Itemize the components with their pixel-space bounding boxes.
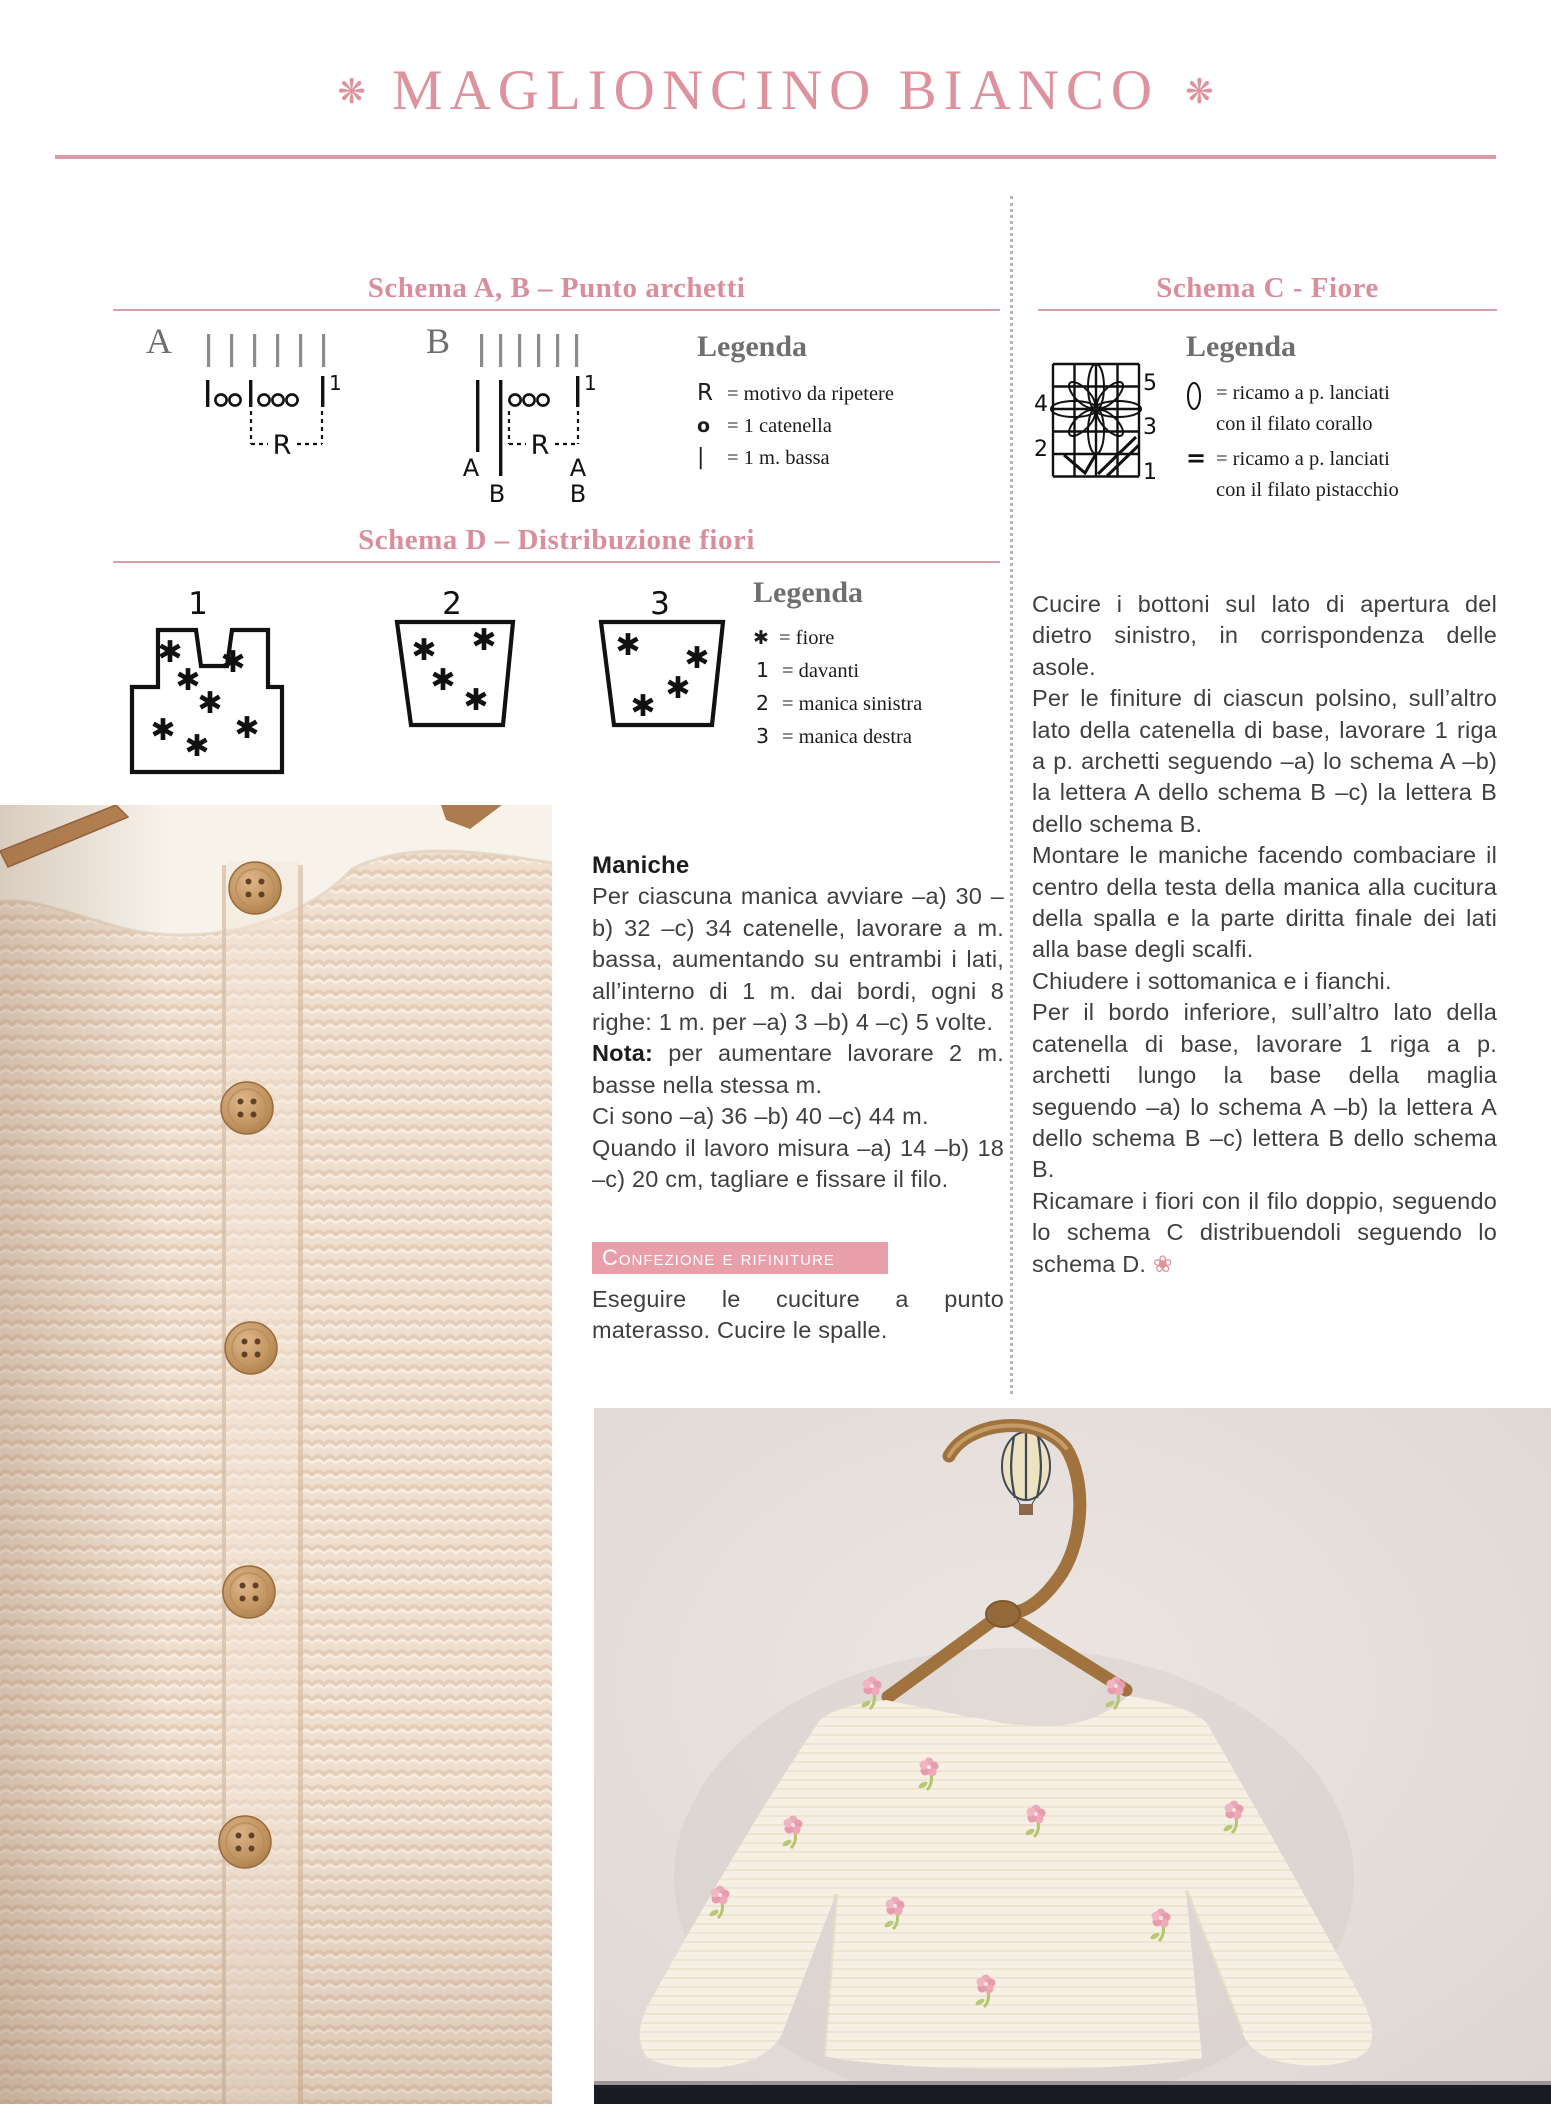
instruction-paragraph: Montare le maniche facendo combaciare il centro della testa della manica alla cucitura della spalla e la parte diritta finale dei lati alla base degli scalfi. (1032, 842, 1497, 963)
maniche-section (592, 850, 1004, 1195)
legend-item (753, 654, 1003, 687)
line-a-label: A (569, 454, 587, 482)
number-symbol: 2 (756, 691, 770, 715)
legend-text: = davanti (782, 660, 860, 682)
svg-text:✱: ✱ (665, 671, 691, 706)
schema-b-label: B (426, 321, 451, 361)
row-number: 1 (1143, 460, 1157, 485)
row-number: 1 (329, 371, 342, 395)
legend-item (1186, 378, 1496, 440)
nota-text: per aumentare lavorare 2 m. basse nella stessa m. (592, 1040, 1005, 1098)
single-crochet-symbol: | (697, 445, 705, 470)
shape-label-front: 1 (188, 586, 208, 622)
flower-ornament-icon: ❋ (337, 73, 366, 111)
svg-text:✱: ✱ (184, 729, 210, 764)
line-b-label: B (569, 480, 587, 508)
page-header (0, 58, 1551, 123)
legend-heading: Legenda (697, 330, 808, 363)
schema-d-legend (753, 576, 1003, 753)
line-b-label: B (488, 480, 506, 508)
legend-text: = 1 catenella (727, 415, 832, 437)
shape-label-right-sleeve: 3 (650, 586, 670, 622)
instruction-paragraph: Chiudere i sottomanica e i fianchi. (1032, 967, 1392, 994)
dark-ledge (594, 2085, 1551, 2104)
schema-d-diagram (125, 580, 765, 780)
svg-text:✱: ✱ (234, 711, 260, 746)
svg-text:✱: ✱ (175, 663, 201, 698)
svg-text:✱: ✱ (630, 689, 656, 724)
hanger-knot (986, 1601, 1020, 1627)
schema-a-label: A (146, 321, 172, 361)
sweater-hanging-photo (594, 1408, 1551, 2104)
instruction-paragraph (1032, 1186, 1497, 1280)
legend-item (753, 622, 1003, 654)
schema-ab-rule (113, 309, 1000, 311)
chain-symbol: o (697, 415, 711, 437)
legend-text: = 1 m. bassa (727, 447, 830, 469)
row-number: 5 (1143, 371, 1157, 396)
schema-c-diagram (1022, 358, 1162, 493)
legend-text: = manica destra (782, 726, 912, 748)
flower-symbol: ✱ (753, 627, 769, 649)
row-number: 2 (1034, 437, 1048, 462)
legend-text: = manica sinistra (782, 693, 923, 715)
column-divider (1010, 196, 1013, 1394)
repeat-symbol: R (697, 380, 713, 406)
schema-c-legend (1186, 330, 1496, 506)
schema-c-heading: Schema C - Fiore (1156, 272, 1379, 304)
maniche-paragraph: Ci sono –a) 36 –b) 40 –c) 44 m. (592, 1103, 929, 1130)
svg-text:✱: ✱ (197, 686, 223, 721)
maniche-paragraph: Quando il lavoro misura –a) 14 –b) 18 –c) 20 cm, tagliare e fissare il filo. (592, 1134, 1004, 1193)
maniche-nota (592, 1038, 1004, 1101)
legend-item (753, 720, 1003, 753)
schema-c-rule (1038, 309, 1497, 311)
double-bar-icon: = (1186, 444, 1207, 472)
instruction-text: Ricamare i fiori con il filo doppio, seguendo lo schema C distribuendoli seguendo lo schema D. (1032, 1187, 1497, 1277)
legend-item (697, 442, 997, 474)
shape-labels (188, 586, 670, 622)
schema-ab-heading: Schema A, B – Punto archetti (367, 272, 746, 304)
svg-text:✱: ✱ (411, 633, 437, 668)
header-rule (55, 155, 1496, 159)
cardigan-closeup-photo (0, 805, 552, 2104)
confezione-body: Eseguire le cuciture a punto materasso. Cucire le spalle. (592, 1286, 1004, 1344)
number-symbol: 3 (756, 724, 770, 748)
svg-text:✱: ✱ (615, 628, 641, 663)
shape-label-left-sleeve: 2 (442, 586, 462, 622)
number-symbol: 1 (756, 658, 770, 682)
svg-text:✱: ✱ (430, 663, 456, 698)
end-flower-icon: ❀ (1152, 1250, 1173, 1277)
row-number: 3 (1143, 415, 1157, 440)
svg-text:✱: ✱ (471, 623, 497, 658)
maniche-heading: Maniche (592, 852, 690, 879)
nota-label: Nota: (592, 1040, 654, 1067)
schema-b-symbol-row (476, 376, 579, 476)
line-a-label: A (462, 454, 480, 482)
svg-text:✱: ✱ (684, 641, 710, 676)
repeat-label: R (530, 430, 550, 461)
legend-text: = motivo da ripetere (727, 383, 894, 405)
svg-text:✱: ✱ (157, 635, 183, 670)
row-number: 1 (584, 371, 597, 395)
svg-text:✱: ✱ (150, 713, 176, 748)
schema-a-diagram (135, 318, 415, 478)
schema-d-heading: Schema D – Distribuzione fiori (358, 524, 755, 556)
confezione-banner: Confezione e rifiniture (592, 1242, 888, 1274)
flower-grid (1053, 364, 1139, 477)
instruction-paragraph: Cucire i bottoni sul lato di apertura del dietro sinistro, in corrispondenza delle asole. (1032, 591, 1497, 680)
legend-item (1186, 444, 1496, 506)
instruction-paragraph: Per le finiture di ciascun polsino, sull’altro lato della catenella di base, lavorare 1 riga a p. archetti seguendo –a) lo schema A –b) la lettera A dello schema B –c) la lettera B dello schema B. (1032, 685, 1497, 837)
petal-outline-icon (1186, 378, 1216, 440)
svg-text:✱: ✱ (463, 683, 489, 718)
instruction-paragraph: Per il bordo inferiore, sull’altro lato della catenella di base, lavorare 1 riga a p. archetti lungo la base della maglia seguendo –a) lo schema A –b) la lettera A dello schema B –c) lettera B dello schema B. (1032, 999, 1497, 1183)
legend-heading: Legenda (1186, 330, 1297, 363)
svg-text:✱: ✱ (220, 645, 246, 680)
maniche-paragraph: Per ciascuna manica avviare –a) 30 –b) 32 –c) 34 catenelle, lavorare a m. bassa, aumentando su entrambi i lati, all’interno di 1 m. dai bordi, ogni 8 righe: 1 m. per –a) 3 –b) 4 –c) 5 volte. (592, 883, 1004, 1036)
legend-text: = ricamo a p. lanciati (1216, 382, 1390, 404)
legend-text: = ricamo a p. lanciati (1216, 448, 1390, 470)
legend-text: con il filato corallo (1216, 413, 1373, 435)
schema-d-rule (113, 561, 1000, 563)
instructions-column (1032, 589, 1497, 1280)
legend-heading: Legenda (753, 576, 864, 609)
legend-item (753, 687, 1003, 720)
repeat-label: R (272, 430, 292, 461)
schema-a-top-row (207, 334, 325, 367)
legend-item (697, 410, 997, 442)
schema-ab-legend (697, 330, 997, 474)
row-number: 4 (1034, 392, 1048, 417)
schema-a-symbol-row (206, 376, 324, 407)
schema-b-top-row (480, 334, 578, 367)
flower-ornament-icon: ❋ (1185, 73, 1214, 111)
legend-text: = fiore (779, 627, 835, 649)
legend-text: con il filato pistacchio (1216, 479, 1399, 501)
legend-item (697, 377, 997, 410)
ledge-shadow (594, 2081, 1551, 2085)
schema-b-diagram (418, 318, 628, 518)
page-title: MAGLIONCINO BIANCO (391, 59, 1160, 122)
